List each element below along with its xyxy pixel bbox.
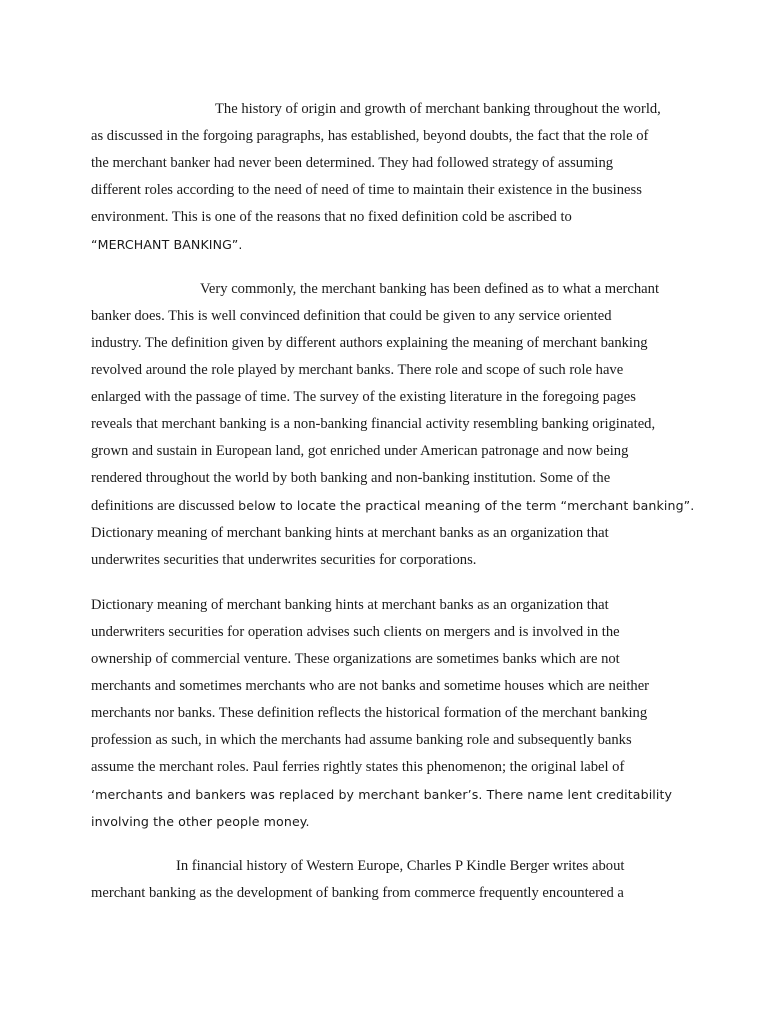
text-segment: definitions are discussed xyxy=(91,498,239,514)
text-line: revolved around the role played by merchant banks. There role and scope of such role have xyxy=(91,362,624,378)
text-line: Dictionary meaning of merchant banking hints at merchant banks as an organization that xyxy=(91,525,609,541)
text-line: merchants nor banks. These definition reflects the historical formation of the merchant banking xyxy=(91,705,648,721)
text-line: The history of origin and growth of merchant banking throughout the world, xyxy=(215,101,661,117)
text-line xyxy=(91,497,694,515)
text-line: grown and sustain in European land, got enriched under American patronage and now being xyxy=(91,443,629,459)
text-line: industry. The definition given by different authors explaining the meaning of merchant banking xyxy=(91,335,648,351)
text-line: banker does. This is well convinced definition that could be given to any service oriented xyxy=(91,308,612,324)
text-line: merchant banking as the development of banking from commerce frequently encountered a xyxy=(91,885,624,901)
text-line: underwriters securities for operation advises such clients on mergers and is involved in the xyxy=(91,624,620,640)
text-line: In financial history of Western Europe, Charles P Kindle Berger writes about xyxy=(176,858,625,874)
text-segment: ‘merchants and bankers was replaced by merchant banker’s. xyxy=(91,787,483,802)
text-line: assume the merchant roles. Paul ferries rightly states this phenomenon; the original label of xyxy=(91,759,625,775)
text-line: involving the other people money. xyxy=(91,814,310,829)
text-line: enlarged with the passage of time. The survey of the existing literature in the foregoing pages xyxy=(91,389,636,405)
text-line: different roles according to the need of need of time to maintain their existence in the business xyxy=(91,182,642,198)
text-segment: below to locate the practical meaning of the term “merchant banking”. xyxy=(238,498,695,513)
text-line: ownership of commercial venture. These organizations are sometimes banks which are not xyxy=(91,651,620,667)
text-line: environment. This is one of the reasons that no fixed definition cold be ascribed to xyxy=(91,209,572,225)
text-line: profession as such, in which the merchants had assume banking role and subsequently banks xyxy=(91,732,632,748)
text-line: merchants and sometimes merchants who are not banks and sometime houses which are neither xyxy=(91,678,650,694)
text-line: rendered throughout the world by both banking and non-banking institution. Some of the xyxy=(91,470,611,486)
text-line: Dictionary meaning of merchant banking hints at merchant banks as an organization that xyxy=(91,597,609,613)
text-line: underwrites securities that underwrites securities for corporations. xyxy=(91,552,477,568)
text-line: as discussed in the forgoing paragraphs, has established, beyond doubts, the fact that the role of xyxy=(91,128,649,144)
text-line: the merchant banker had never been determined. They had followed strategy of assuming xyxy=(91,155,614,171)
text-line: Very commonly, the merchant banking has been defined as to what a merchant xyxy=(200,281,660,297)
text-line: “MERCHANT BANKING”. xyxy=(91,237,243,252)
text-line: reveals that merchant banking is a non-banking financial activity resembling banking originated, xyxy=(91,416,656,432)
text-line xyxy=(91,786,672,804)
text-segment: There name lent creditability xyxy=(482,787,673,802)
